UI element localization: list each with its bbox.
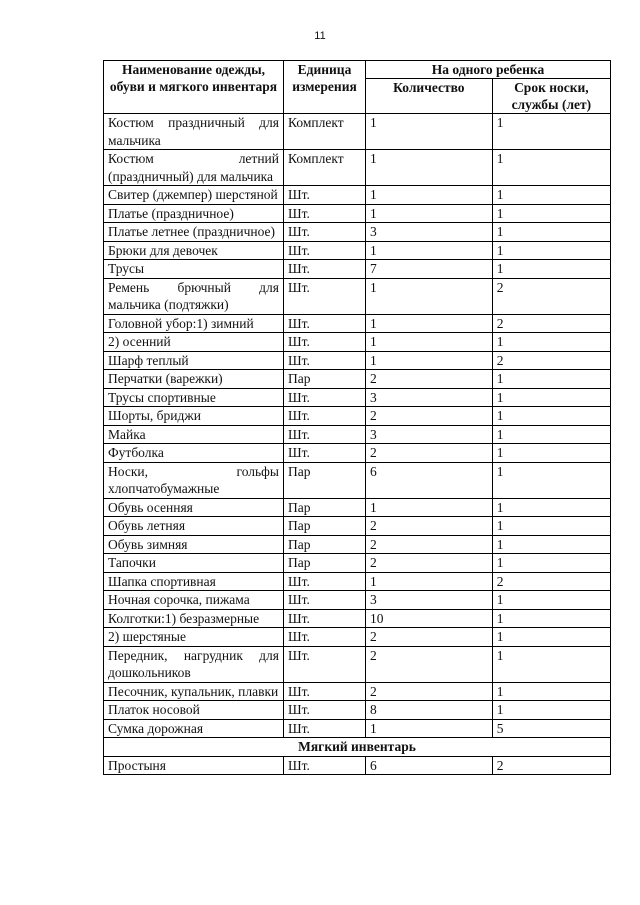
item-name-cell: Сумка дорожная xyxy=(104,719,284,738)
table-row xyxy=(104,444,611,463)
unit-cell: Шт. xyxy=(284,628,366,647)
quantity-cell: 1 xyxy=(366,278,493,314)
table-row xyxy=(104,150,611,186)
item-name-cell: Платье (праздничное) xyxy=(104,204,284,223)
wear-term-cell: 1 xyxy=(492,701,610,720)
wear-term-cell: 1 xyxy=(492,388,610,407)
unit-cell: Шт. xyxy=(284,278,366,314)
unit-cell: Шт. xyxy=(284,260,366,279)
table-header xyxy=(104,61,611,114)
quantity-cell: 2 xyxy=(366,407,493,426)
wear-term-cell: 1 xyxy=(492,535,610,554)
section-row xyxy=(104,738,611,757)
item-name-cell: Обувь зимняя xyxy=(104,535,284,554)
unit-cell: Шт. xyxy=(284,682,366,701)
table-row xyxy=(104,609,611,628)
table-row xyxy=(104,351,611,370)
unit-cell: Шт. xyxy=(284,756,366,775)
quantity-cell: 2 xyxy=(366,535,493,554)
wear-term-cell: 1 xyxy=(492,554,610,573)
table-row xyxy=(104,407,611,426)
wear-term-cell: 1 xyxy=(492,241,610,260)
item-name-cell: Тапочки xyxy=(104,554,284,573)
item-name-cell: Трусы спортивные xyxy=(104,388,284,407)
table-row xyxy=(104,314,611,333)
item-name-cell: Трусы xyxy=(104,260,284,279)
item-name-cell: Носки, гольфы хлопчатобумажные xyxy=(104,462,284,498)
table-row xyxy=(104,554,611,573)
quantity-cell: 1 xyxy=(366,314,493,333)
table-row xyxy=(104,535,611,554)
quantity-cell: 7 xyxy=(366,260,493,279)
quantity-cell: 3 xyxy=(366,425,493,444)
unit-cell: Шт. xyxy=(284,407,366,426)
wear-term-cell: 1 xyxy=(492,517,610,536)
unit-cell: Шт. xyxy=(284,223,366,242)
wear-term-cell: 1 xyxy=(492,646,610,682)
item-name-cell: 2) шерстяные xyxy=(104,628,284,647)
item-name-cell: Ремень брючный для мальчика (подтяжки) xyxy=(104,278,284,314)
table-row xyxy=(104,628,611,647)
quantity-cell: 10 xyxy=(366,609,493,628)
unit-cell: Пар xyxy=(284,554,366,573)
unit-cell: Шт. xyxy=(284,646,366,682)
quantity-cell: 8 xyxy=(366,701,493,720)
quantity-cell: 3 xyxy=(366,223,493,242)
unit-cell: Шт. xyxy=(284,701,366,720)
table-row xyxy=(104,388,611,407)
table-row xyxy=(104,572,611,591)
unit-cell: Пар xyxy=(284,498,366,517)
header-wear-term: Срок носки, службы (лет) xyxy=(492,79,610,114)
header-unit: Единица измерения xyxy=(284,61,366,114)
table-row xyxy=(104,186,611,205)
quantity-cell: 2 xyxy=(366,444,493,463)
quantity-cell: 2 xyxy=(366,554,493,573)
unit-cell: Шт. xyxy=(284,444,366,463)
unit-cell: Шт. xyxy=(284,719,366,738)
item-name-cell: Обувь осенняя xyxy=(104,498,284,517)
wear-term-cell: 1 xyxy=(492,462,610,498)
unit-cell: Шт. xyxy=(284,241,366,260)
item-name-cell: 2) осенний xyxy=(104,333,284,352)
table-row xyxy=(104,517,611,536)
quantity-cell: 1 xyxy=(366,572,493,591)
quantity-cell: 3 xyxy=(366,591,493,610)
unit-cell: Пар xyxy=(284,535,366,554)
quantity-cell: 3 xyxy=(366,388,493,407)
unit-cell: Комплект xyxy=(284,114,366,150)
wear-term-cell: 1 xyxy=(492,370,610,389)
unit-cell: Шт. xyxy=(284,591,366,610)
table-row xyxy=(104,646,611,682)
wear-term-cell: 1 xyxy=(492,333,610,352)
wear-term-cell: 2 xyxy=(492,351,610,370)
wear-term-cell: 2 xyxy=(492,278,610,314)
table-row xyxy=(104,498,611,517)
item-name-cell: Платок носовой xyxy=(104,701,284,720)
unit-cell: Шт. xyxy=(284,186,366,205)
item-name-cell: Майка xyxy=(104,425,284,444)
wear-term-cell: 1 xyxy=(492,186,610,205)
item-name-cell: Простыня xyxy=(104,756,284,775)
table-row xyxy=(104,241,611,260)
quantity-cell: 2 xyxy=(366,682,493,701)
item-name-cell: Шапка спортивная xyxy=(104,572,284,591)
item-name-cell: Футболка xyxy=(104,444,284,463)
wear-term-cell: 1 xyxy=(492,114,610,150)
table-row xyxy=(104,462,611,498)
table-row xyxy=(104,756,611,775)
header-item-name: Наименование одежды, обуви и мягкого инвентаря xyxy=(104,61,284,114)
quantity-cell: 1 xyxy=(366,498,493,517)
unit-cell: Комплект xyxy=(284,150,366,186)
wear-term-cell: 1 xyxy=(492,407,610,426)
quantity-cell: 1 xyxy=(366,719,493,738)
table-body xyxy=(104,114,611,775)
quantity-cell: 1 xyxy=(366,186,493,205)
wear-term-cell: 2 xyxy=(492,756,610,775)
item-name-cell: Костюм летний (праздничный) для мальчика xyxy=(104,150,284,186)
item-name-cell: Обувь летняя xyxy=(104,517,284,536)
item-name-cell: Свитер (джемпер) шерстяной xyxy=(104,186,284,205)
quantity-cell: 1 xyxy=(366,114,493,150)
table-row xyxy=(104,223,611,242)
table-row xyxy=(104,370,611,389)
quantity-cell: 2 xyxy=(366,517,493,536)
table-row xyxy=(104,260,611,279)
quantity-cell: 2 xyxy=(366,628,493,647)
quantity-cell: 6 xyxy=(366,756,493,775)
section-title: Мягкий инвентарь xyxy=(104,738,611,757)
table-row xyxy=(104,719,611,738)
table-row xyxy=(104,333,611,352)
page-number: 11 xyxy=(314,30,326,42)
unit-cell: Шт. xyxy=(284,314,366,333)
item-name-cell: Платье летнее (праздничное) xyxy=(104,223,284,242)
unit-cell: Шт. xyxy=(284,333,366,352)
clothing-norms-table xyxy=(103,60,611,775)
wear-term-cell: 5 xyxy=(492,719,610,738)
header-quantity: Количество xyxy=(366,79,493,114)
item-name-cell: Головной убор:1) зимний xyxy=(104,314,284,333)
item-name-cell: Шарф теплый xyxy=(104,351,284,370)
unit-cell: Шт. xyxy=(284,609,366,628)
item-name-cell: Песочник, купальник, плавки xyxy=(104,682,284,701)
quantity-cell: 1 xyxy=(366,333,493,352)
wear-term-cell: 1 xyxy=(492,223,610,242)
wear-term-cell: 1 xyxy=(492,150,610,186)
item-name-cell: Перчатки (варежки) xyxy=(104,370,284,389)
item-name-cell: Передник, нагрудник для дошкольников xyxy=(104,646,284,682)
quantity-cell: 1 xyxy=(366,241,493,260)
wear-term-cell: 1 xyxy=(492,425,610,444)
table-row xyxy=(104,114,611,150)
wear-term-cell: 1 xyxy=(492,609,610,628)
unit-cell: Шт. xyxy=(284,425,366,444)
header-row xyxy=(104,61,611,79)
wear-term-cell: 1 xyxy=(492,591,610,610)
item-name-cell: Брюки для девочек xyxy=(104,241,284,260)
quantity-cell: 1 xyxy=(366,150,493,186)
item-name-cell: Колготки:1) безразмерные xyxy=(104,609,284,628)
quantity-cell: 2 xyxy=(366,646,493,682)
unit-cell: Пар xyxy=(284,517,366,536)
table-row xyxy=(104,682,611,701)
unit-cell: Пар xyxy=(284,370,366,389)
wear-term-cell: 2 xyxy=(492,572,610,591)
wear-term-cell: 1 xyxy=(492,260,610,279)
table-row xyxy=(104,425,611,444)
quantity-cell: 6 xyxy=(366,462,493,498)
unit-cell: Пар xyxy=(284,462,366,498)
unit-cell: Шт. xyxy=(284,351,366,370)
unit-cell: Шт. xyxy=(284,204,366,223)
wear-term-cell: 2 xyxy=(492,314,610,333)
wear-term-cell: 1 xyxy=(492,444,610,463)
unit-cell: Шт. xyxy=(284,572,366,591)
table-row xyxy=(104,278,611,314)
wear-term-cell: 1 xyxy=(492,498,610,517)
table-row xyxy=(104,591,611,610)
quantity-cell: 1 xyxy=(366,351,493,370)
header-per-child: На одного ребенка xyxy=(366,61,611,79)
quantity-cell: 2 xyxy=(366,370,493,389)
unit-cell: Шт. xyxy=(284,388,366,407)
wear-term-cell: 1 xyxy=(492,204,610,223)
quantity-cell: 1 xyxy=(366,204,493,223)
item-name-cell: Ночная сорочка, пижама xyxy=(104,591,284,610)
item-name-cell: Шорты, бриджи xyxy=(104,407,284,426)
wear-term-cell: 1 xyxy=(492,682,610,701)
table-row xyxy=(104,701,611,720)
wear-term-cell: 1 xyxy=(492,628,610,647)
item-name-cell: Костюм праздничный для мальчика xyxy=(104,114,284,150)
table-row xyxy=(104,204,611,223)
